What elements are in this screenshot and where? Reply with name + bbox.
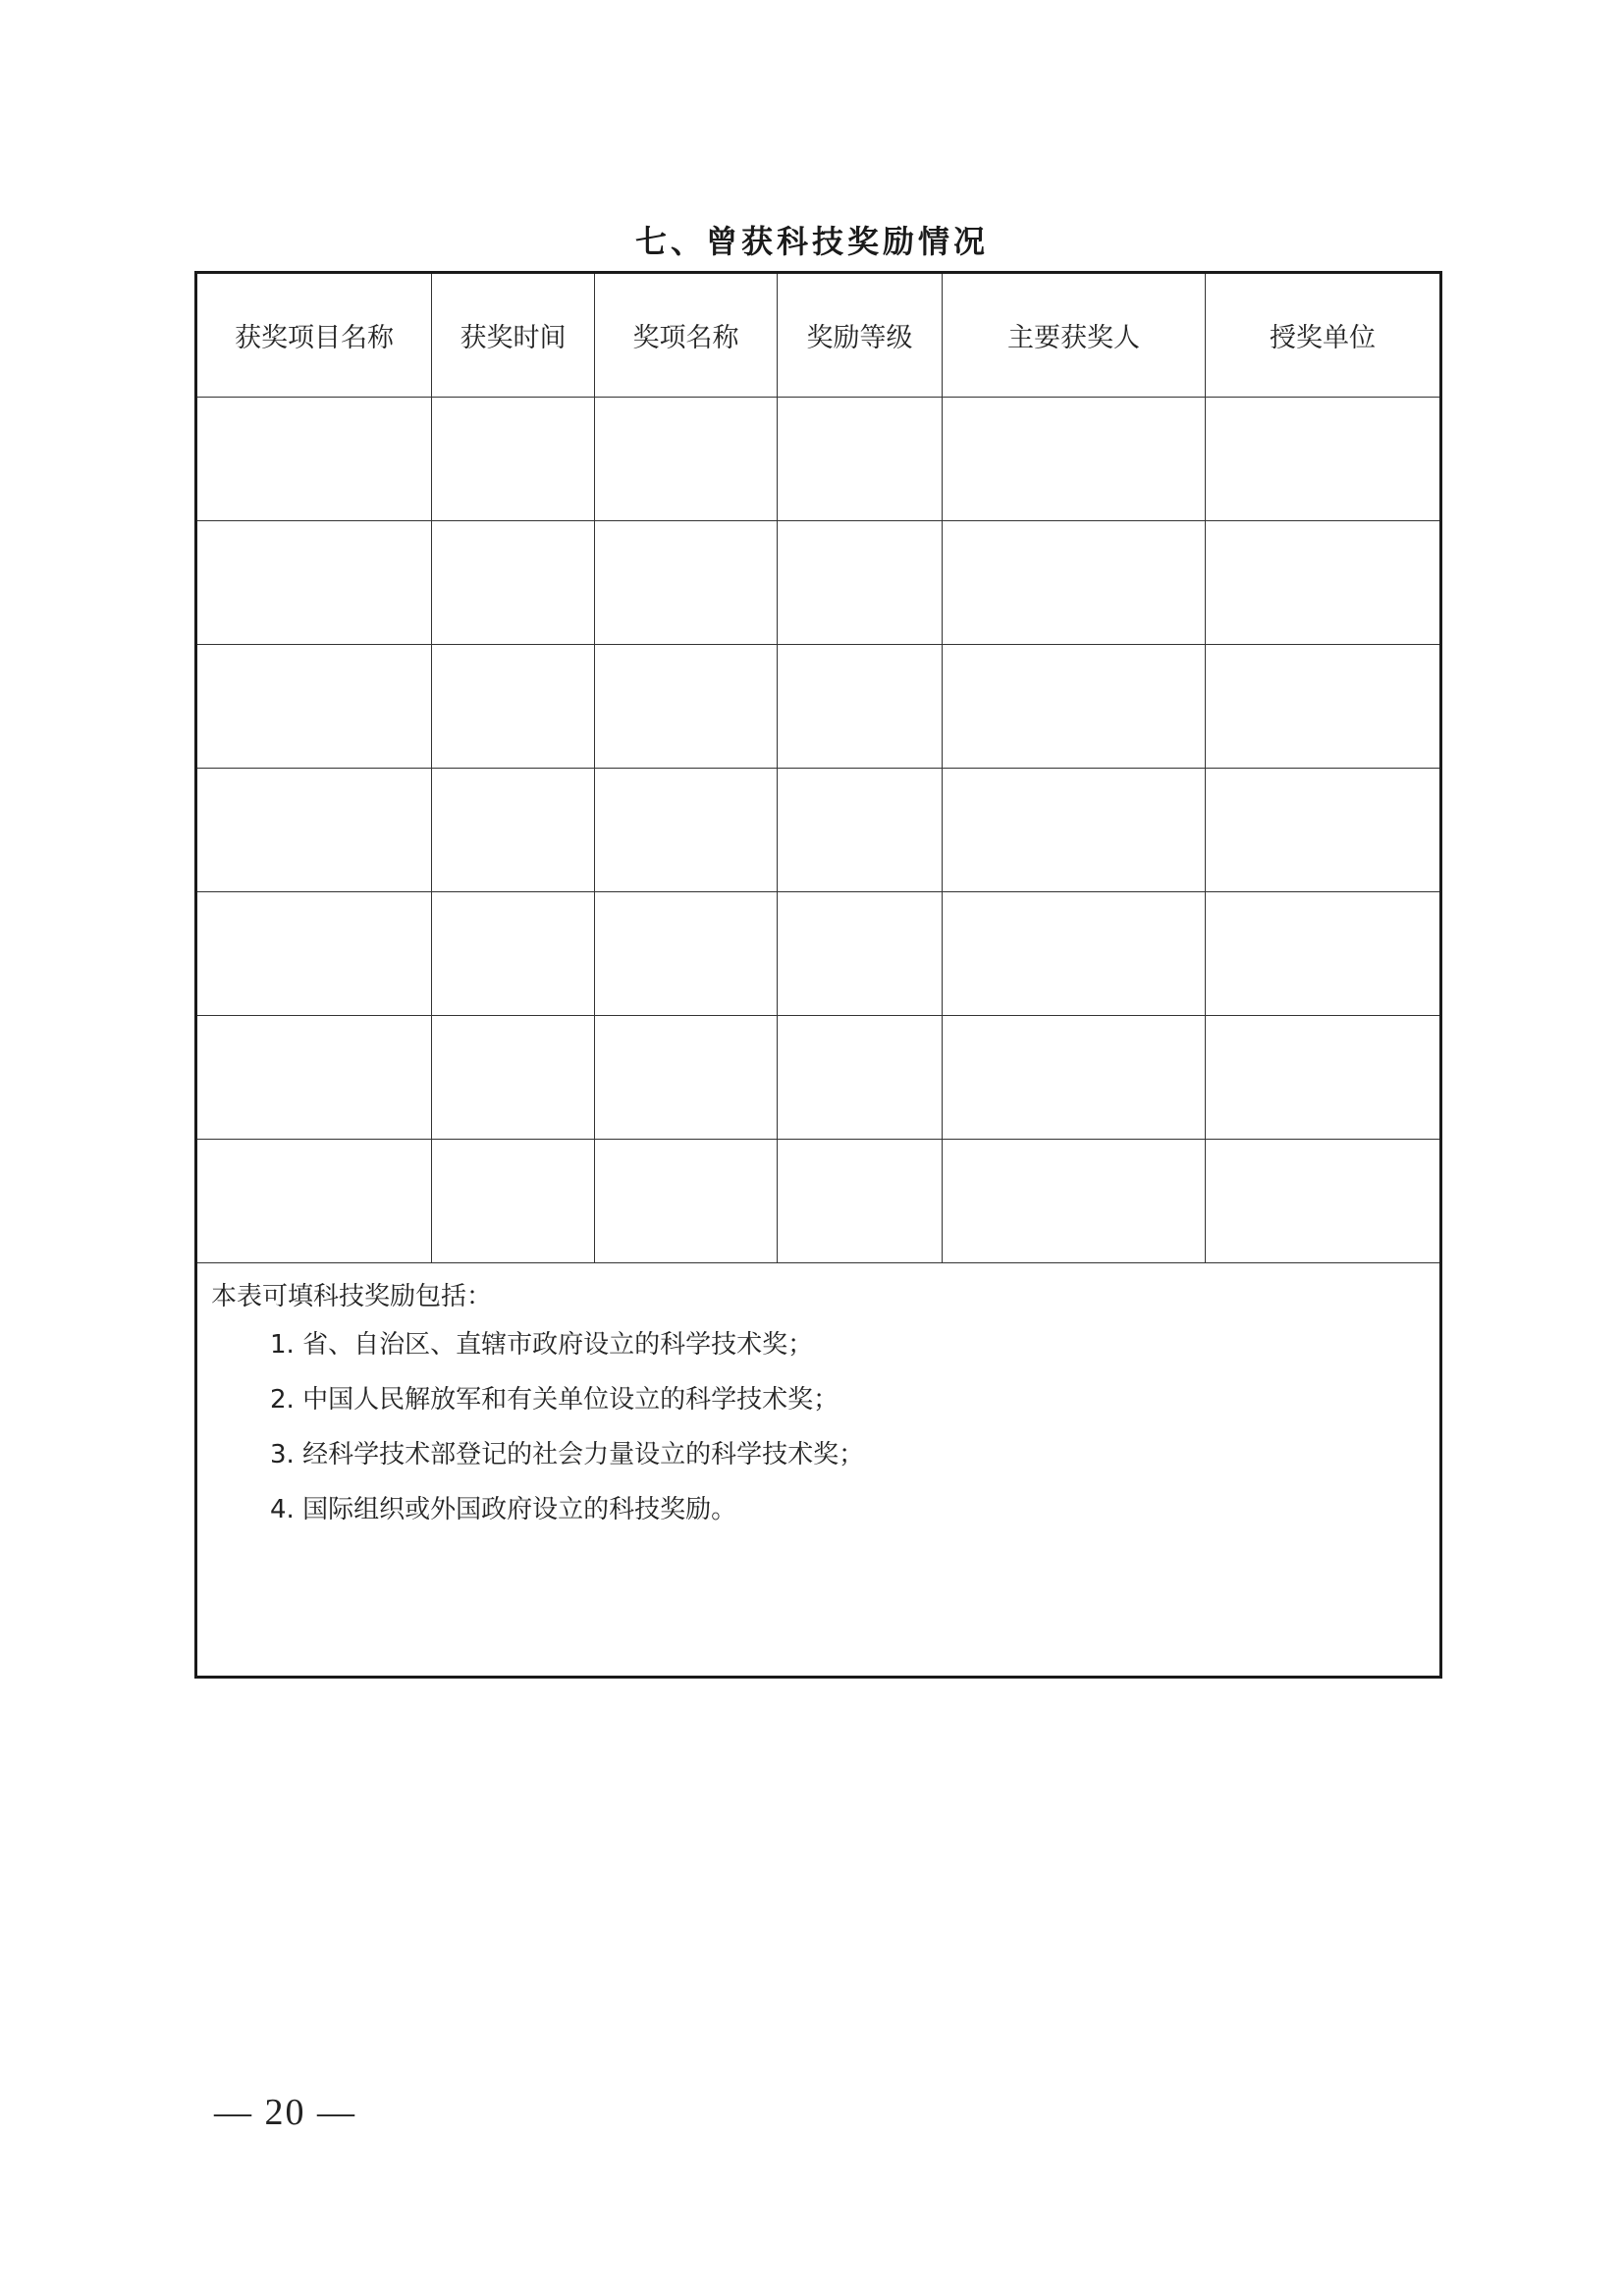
table-cell[interactable] [595,1140,778,1263]
award-table [194,271,1442,1679]
table-cell[interactable] [432,1140,595,1263]
table-row [196,1016,1441,1140]
table-cell[interactable] [432,398,595,521]
table-cell[interactable] [595,769,778,892]
notes-row [196,1263,1441,1678]
table-cell[interactable] [943,892,1206,1016]
table-cell[interactable] [432,645,595,769]
table-row [196,769,1441,892]
table-cell[interactable] [943,645,1206,769]
table-cell[interactable] [1206,769,1441,892]
table-cell[interactable] [943,398,1206,521]
table-cell[interactable] [1206,398,1441,521]
notes-cell [196,1263,1441,1678]
notes-list [211,1326,1439,1528]
table-cell[interactable] [943,1016,1206,1140]
table-cell[interactable] [595,1016,778,1140]
notes-block [197,1263,1439,1528]
page-number: — 20 — [214,2092,356,2133]
table-cell[interactable] [943,1140,1206,1263]
table-cell[interactable] [432,521,595,645]
table-row [196,1140,1441,1263]
table-cell[interactable] [1206,645,1441,769]
table-cell[interactable] [778,521,943,645]
table-row [196,398,1441,521]
table-cell[interactable] [778,892,943,1016]
table-cell[interactable] [196,645,432,769]
table-cell[interactable] [595,521,778,645]
notes-heading: 本表可填科技奖励包括： [211,1282,493,1311]
header-award-time: 获奖时间 [432,273,595,398]
table-cell[interactable] [432,892,595,1016]
header-award-name: 奖项名称 [595,273,778,398]
header-awarding-unit: 授奖单位 [1206,273,1441,398]
table-cell[interactable] [196,1016,432,1140]
table-row [196,892,1441,1016]
table-cell[interactable] [196,892,432,1016]
section-title: 七、曾获科技奖励情况 [634,223,989,260]
notes-item: 3. 经科学技术部登记的社会力量设立的科学技术奖； [270,1440,865,1469]
table-cell[interactable] [595,645,778,769]
table-cell[interactable] [943,769,1206,892]
table-cell[interactable] [432,769,595,892]
table-cell[interactable] [1206,1140,1441,1263]
notes-item: 1. 省、自治区、直辖市政府设立的科学技术奖； [270,1330,814,1360]
table-row [196,521,1441,645]
table-cell[interactable] [778,1016,943,1140]
header-project-name: 获奖项目名称 [196,273,432,398]
table-cell[interactable] [1206,521,1441,645]
table-cell[interactable] [595,398,778,521]
table-row [196,645,1441,769]
table-cell[interactable] [595,892,778,1016]
table-cell[interactable] [196,521,432,645]
table-cell[interactable] [196,398,432,521]
table-cell[interactable] [1206,1016,1441,1140]
notes-item: 2. 中国人民解放军和有关单位设立的科学技术奖； [270,1385,839,1415]
table-cell[interactable] [778,398,943,521]
header-main-winners: 主要获奖人 [943,273,1206,398]
table-cell[interactable] [196,769,432,892]
table-cell[interactable] [778,769,943,892]
table-cell[interactable] [1206,892,1441,1016]
table-cell[interactable] [943,521,1206,645]
table-cell[interactable] [196,1140,432,1263]
notes-item: 4. 国际组织或外国政府设立的科技奖励。 [270,1495,737,1524]
header-row [196,273,1441,398]
header-award-level: 奖励等级 [778,273,943,398]
table-cell[interactable] [432,1016,595,1140]
table-cell[interactable] [778,1140,943,1263]
table-cell[interactable] [778,645,943,769]
